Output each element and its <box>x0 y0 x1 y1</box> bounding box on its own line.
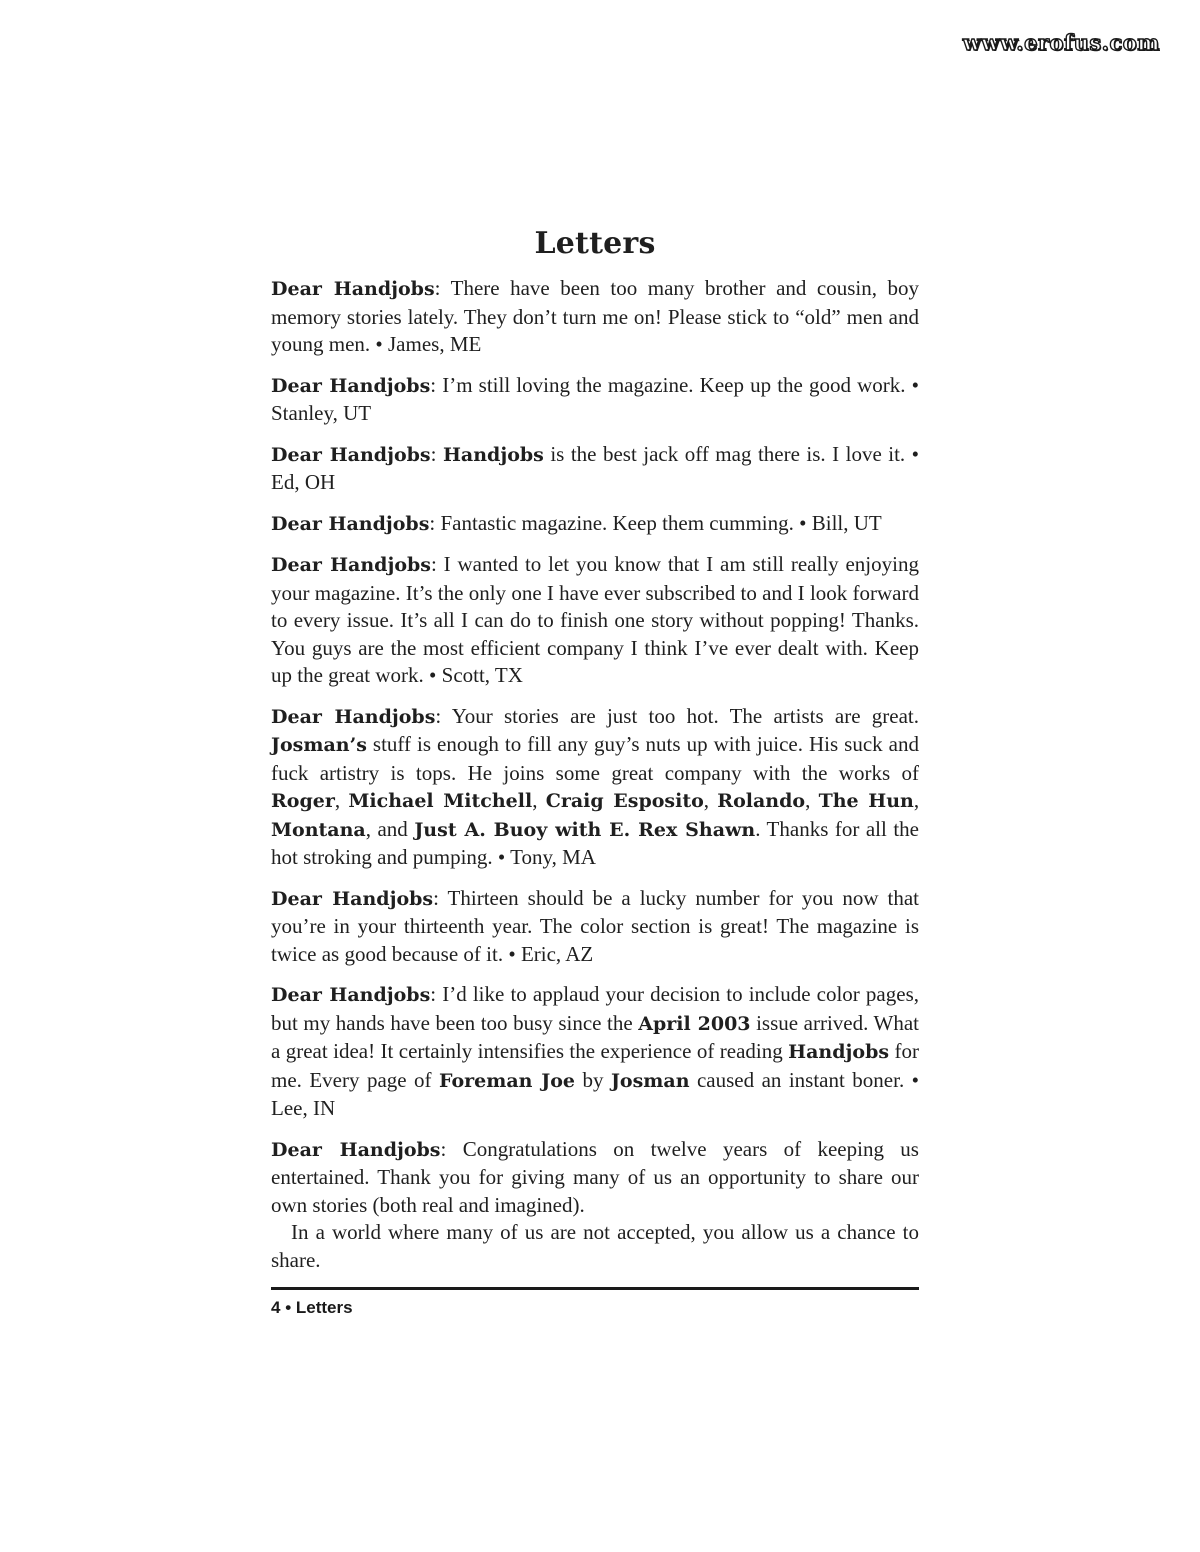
body-text: , <box>805 788 819 812</box>
body-text: : Congratulations on twelve years of keeping us entertained. Thank you for giving many of us an opportunity to share our own stories (both real and imagined). <box>271 1136 919 1217</box>
bold-text: Just A. Buoy with E. Rex Shawn <box>414 818 756 841</box>
bold-text: Dear Handjobs <box>271 374 431 397</box>
letter-item <box>271 510 919 539</box>
body-text: : There have been too many brother and cousin, boy memory stories lately. They don’t turn me on! Please stick to “old” men and young men. • James, ME <box>271 276 919 356</box>
page-number: 4 <box>271 1298 281 1317</box>
body-text: : Thirteen should be a lucky number for you now that you’re in your thirteenth year. The color section is great! The magazine is twice as good because of it. • Eric, AZ <box>271 885 919 966</box>
body-text: In a world where many of us are not accepted, you allow us a chance to share. <box>271 1220 919 1272</box>
bold-text: Dear Handjobs <box>271 278 435 300</box>
bold-text: Roger <box>271 790 335 812</box>
body-text: : I’d like to applaud your decision to include color pages, but my hands have been too busy since the <box>271 982 919 1035</box>
body-text: caused an instant boner. • Lee, IN <box>271 1067 919 1120</box>
bold-text: Dear Handjobs <box>271 984 431 1006</box>
footer-rule <box>271 1287 919 1290</box>
page-title: Letters <box>534 226 656 261</box>
footer-section: Letters <box>295 1298 353 1317</box>
letter-item <box>271 981 919 1123</box>
body-text: for me. Every page of <box>271 1039 919 1092</box>
body-text: , <box>334 788 349 812</box>
body-text: : I wanted to let you know that I am still really enjoying your magazine. It’s the only one I have ever subscribed to and I look forward to every issue. It’s all I can do to finish one story without popping! Thanks. You guys are the most efficient company I think I’ve ever dealt with. Keep up the great work. • Scott, TX <box>271 552 919 687</box>
body-text: : <box>430 441 443 466</box>
body-text: , and <box>365 816 415 841</box>
letter-item <box>271 441 919 497</box>
bold-text: Dear Handjobs <box>271 554 431 576</box>
bold-text: Dear Handjobs <box>271 705 436 728</box>
body-text: : Fantastic magazine. Keep them cumming. • Bill, UT <box>429 510 882 535</box>
bold-text: Rolando <box>717 790 806 812</box>
bold-text: Dear Handjobs <box>271 512 430 535</box>
page-footer <box>271 1298 919 1318</box>
body-text: , <box>703 788 718 812</box>
letters-list <box>271 275 919 1274</box>
bold-text: April 2003 <box>638 1012 751 1035</box>
bold-text: Josman <box>610 1069 690 1092</box>
letter-item <box>271 372 919 428</box>
magazine-page <box>271 226 919 1318</box>
letter-item <box>271 275 919 359</box>
bold-text: Handjobs <box>442 443 544 466</box>
letter-item <box>271 1136 919 1220</box>
bold-text: Montana <box>271 818 366 841</box>
bold-text: Craig Esposito <box>545 790 704 812</box>
watermark-logo: www.erofus.com <box>962 30 1160 55</box>
body-text: : Your stories are just too hot. The artists are great. <box>435 703 919 728</box>
letter-item <box>271 885 919 969</box>
body-text: . Thanks for all the hot stroking and pumping. • Tony, MA <box>271 816 919 869</box>
bold-text: Dear Handjobs <box>271 887 434 910</box>
body-text: issue arrived. What a great idea! It certainly intensifies the experience of reading <box>271 1010 920 1063</box>
body-text: is the best jack off mag there is. I love it. • Ed, OH <box>271 441 919 494</box>
letter-item <box>271 551 919 690</box>
body-text: by <box>575 1067 611 1092</box>
body-text: , <box>532 788 546 812</box>
bold-text: Handjobs <box>788 1041 890 1063</box>
bold-text: Dear Handjobs <box>271 1138 441 1161</box>
bold-text: Josman’s <box>271 734 367 756</box>
body-text: stuff is enough to fill any guy’s nuts up with juice. His suck and fuck artistry is tops. He joins some great company with the works of <box>271 732 919 785</box>
body-text: , <box>913 788 920 812</box>
bold-text: Foreman Joe <box>439 1069 576 1092</box>
letter-item <box>271 703 919 872</box>
letter-continuation <box>271 1219 919 1274</box>
bold-text: Michael Mitchell <box>348 790 533 812</box>
bold-text: The Hun <box>818 790 914 812</box>
bold-text: Dear Handjobs <box>271 443 431 466</box>
footer-separator: • <box>285 1298 292 1317</box>
body-text: : I’m still loving the magazine. Keep up the good work. • Stanley, UT <box>271 372 919 425</box>
